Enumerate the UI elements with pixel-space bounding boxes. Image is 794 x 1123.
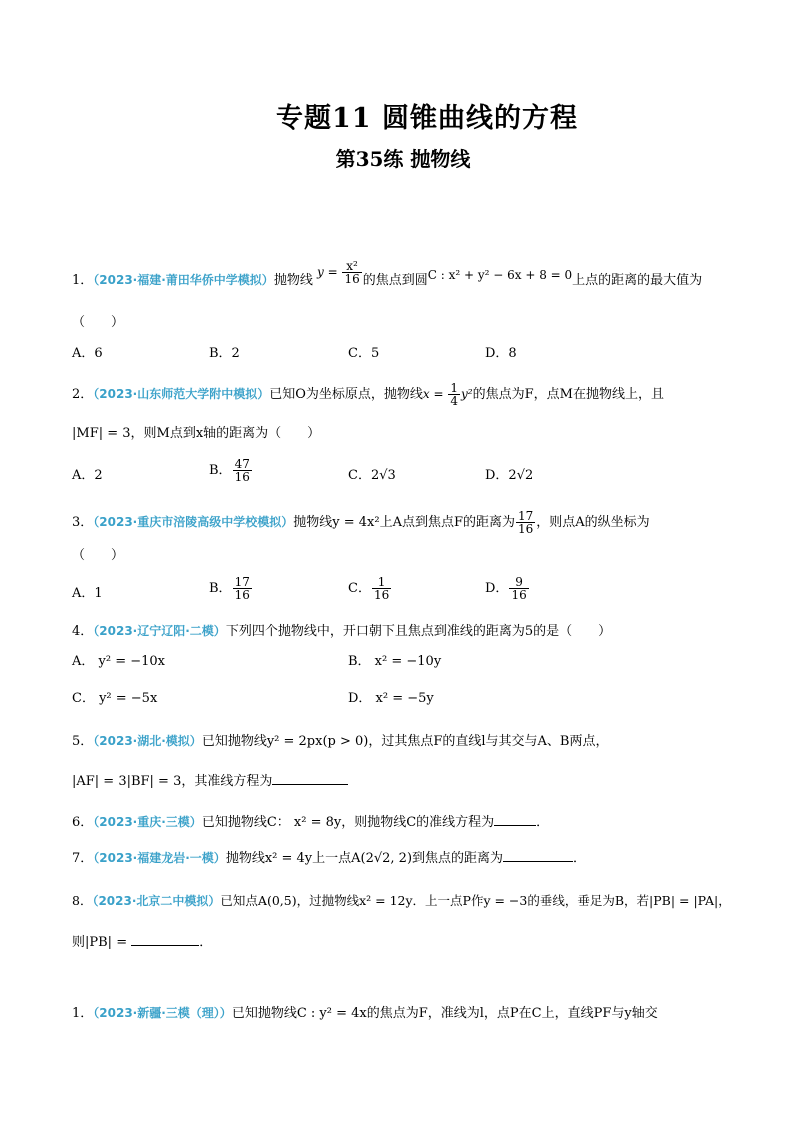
- question-source: （2023·重庆·三模）: [93, 815, 202, 829]
- question-3: 3．（2023·重庆市涪陵高级中学校模拟）抛物线y = 4x²上A点到焦点F的距离为 $\frac{17}{16}$ ，则点A的纵坐标为: [72, 509, 650, 536]
- answer-paren: （ ）: [72, 548, 125, 563]
- answer-blank[interactable]: [272, 772, 348, 785]
- answer-blank[interactable]: [494, 813, 536, 826]
- question-source: （2023·福建·莆田华侨中学模拟）: [93, 273, 274, 287]
- fraction: $\frac{\text{x²}}{16}$: [344, 259, 360, 286]
- option-a: A．6: [72, 346, 103, 361]
- question-8-line2: 则|PB| = ．: [72, 935, 213, 950]
- question-2: 2．（2023·山东师范大学附中模拟）已知O为坐标原点，抛物线x = $\frac{1}{4}$ y²的焦点为F，点M在抛物线上，且: [72, 381, 664, 408]
- page-title: 专题11 圆锥曲线的方程: [276, 103, 578, 134]
- question-next-1: 1．（2023·新疆·三模（理））已知抛物线C : y² = 4x的焦点为F，准线为l，点P在C上，直线PF与y轴交: [72, 1006, 658, 1021]
- question-source: （2023·北京二中模拟）: [92, 894, 221, 908]
- answer-blank[interactable]: [131, 933, 199, 946]
- question-4: 4．（2023·辽宁辽阳·二模）下列四个抛物线中，开口朝下且焦点到准线的距离为5的是（ ）: [72, 624, 612, 639]
- fraction: $\frac{17}{16}$: [517, 509, 534, 536]
- answer-blank[interactable]: [503, 849, 573, 862]
- option-d: D． $\frac{9}{16}$: [485, 575, 527, 602]
- option-c: C．2√3: [348, 468, 396, 483]
- option-a: A．1: [72, 586, 103, 601]
- option-a: A． y² = −10x: [72, 654, 165, 669]
- question-source: （2023·山东师范大学附中模拟）: [93, 387, 270, 401]
- answer-paren: （ ）: [72, 315, 125, 330]
- option-c: C． $\frac{1}{16}$: [348, 575, 390, 602]
- option-d: D．2√2: [485, 468, 534, 483]
- question-5: 5．（2023·湖北·模拟）已知抛物线y² = 2px(p > 0)，过其焦点F的直线l与其交与A、B两点，: [72, 734, 609, 749]
- question-source: （2023·辽宁辽阳·二模）: [93, 624, 226, 638]
- option-b: B． $\frac{47}{16}$: [209, 457, 250, 484]
- question-7: 7．（2023·福建龙岩·一模）抛物线x² = 4y上一点A(2√2, 2)到焦点的距离为 ．: [72, 851, 587, 866]
- option-c: C． y² = −5x: [72, 691, 158, 706]
- question-source: （2023·新疆·三模（理））: [93, 1006, 232, 1020]
- option-a: A．2: [72, 468, 103, 483]
- question-source: （2023·重庆市涪陵高级中学校模拟）: [93, 515, 294, 529]
- question-number: 1．: [72, 273, 94, 288]
- question-source: （2023·福建龙岩·一模）: [93, 851, 226, 865]
- page-subtitle: 第35练 抛物线: [335, 147, 471, 171]
- question-5-line2: |AF| = 3|BF| = 3，其准线方程为: [72, 772, 734, 792]
- question-8: 8．（2023·北京二中模拟）已知点A(0,5)，过抛物线x² = 12y．上一点P作y = −3的垂线，垂足为B，若|PB| = |PA|，: [72, 893, 731, 908]
- option-c: C．5: [348, 346, 380, 361]
- fraction: $\frac{1}{4}$: [450, 381, 459, 408]
- option-d: D． x² = −5y: [348, 691, 434, 706]
- question-1: 1．（2023·福建·莆田华侨中学模拟）抛物线 y = $\frac{\text{x²}}{16}$ 的焦点到圆C : x² + y² − 6x + 8 = 0上点的距离的最大值为: [72, 259, 703, 288]
- circle-equation: C : x² + y² − 6x + 8 = 0: [427, 268, 573, 282]
- question-6: 6．（2023·重庆·三模）已知抛物线C： x² = 8y，则抛物线C的准线方程为 ．: [72, 815, 550, 830]
- option-b: B．2: [209, 346, 240, 361]
- question-2-line2: |MF| = 3，则M点到x轴的距离为（ ）: [72, 426, 321, 441]
- option-b: B． $\frac{17}{16}$: [209, 575, 250, 602]
- option-b: B． x² = −10y: [348, 654, 442, 669]
- question-source: （2023·湖北·模拟）: [93, 734, 202, 748]
- option-d: D．8: [485, 346, 517, 361]
